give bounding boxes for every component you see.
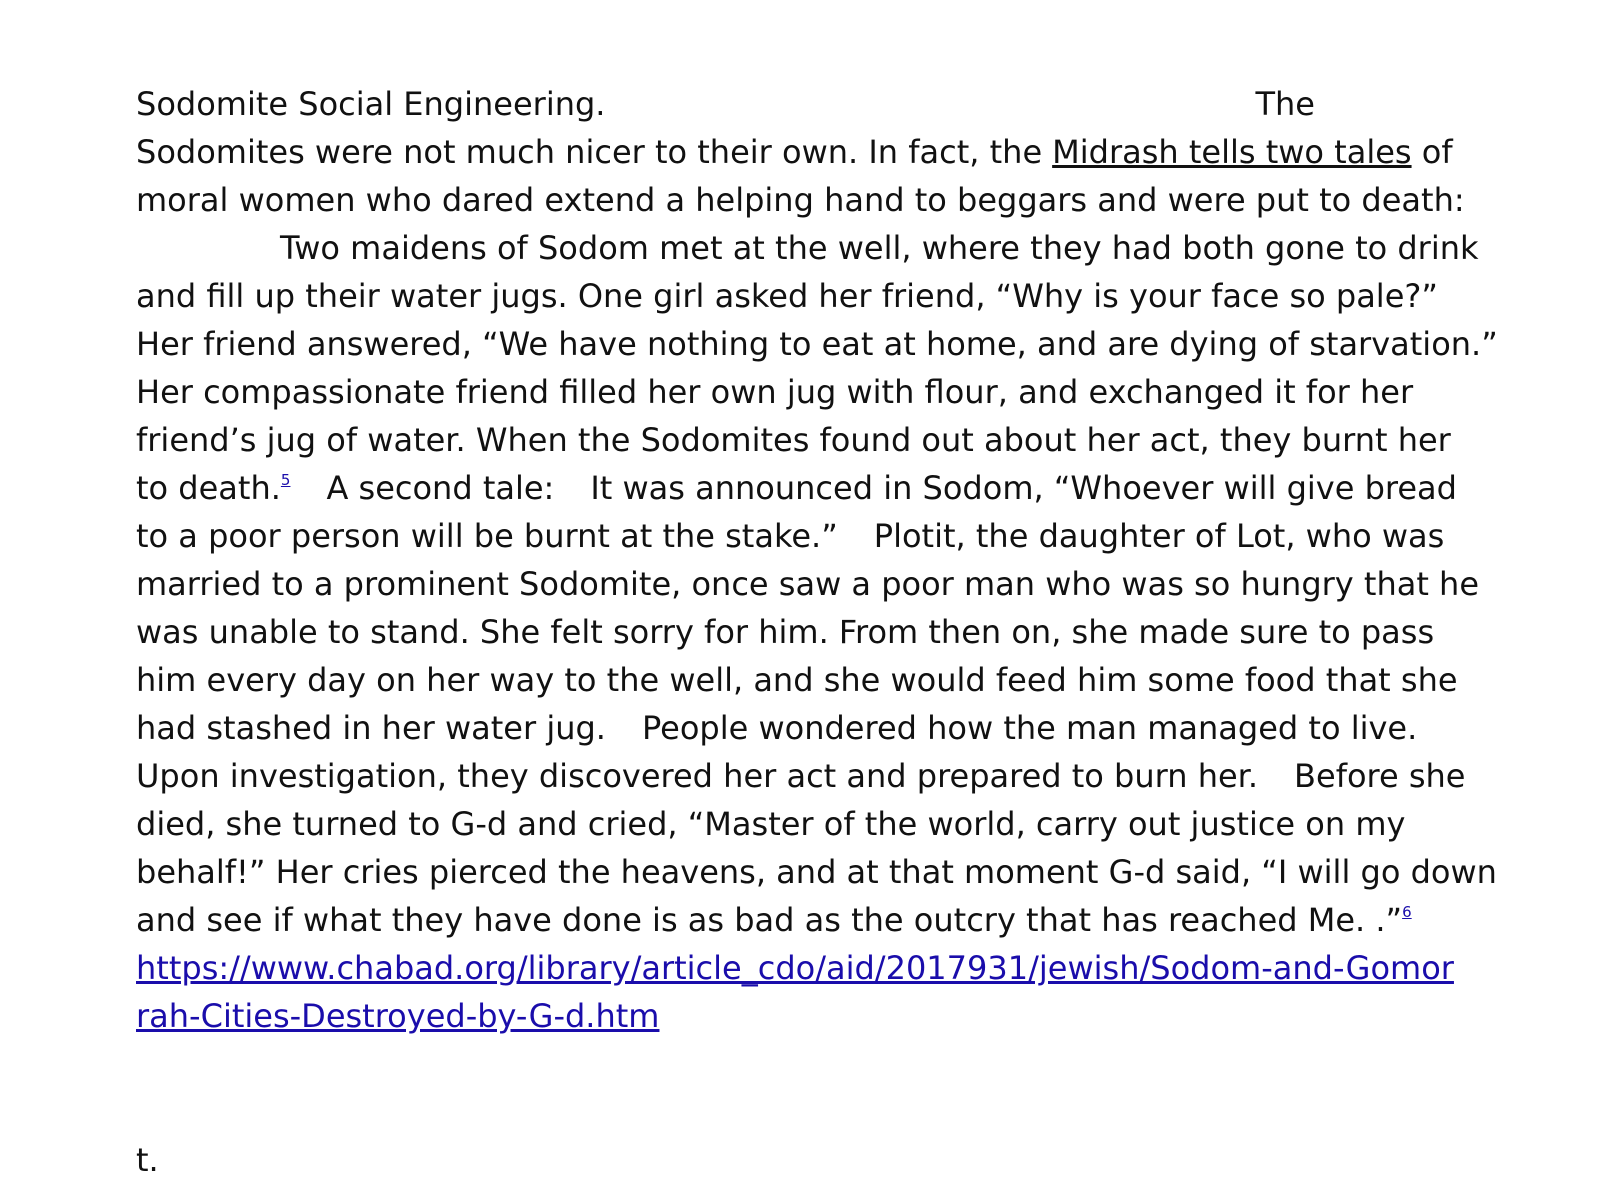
body-text: Two maidens of Sodom met at the well, where they had both gone to drink xyxy=(280,229,1479,267)
section-heading: Sodomite Social Engineering. xyxy=(136,85,606,123)
trailing-text: t. xyxy=(136,1141,159,1179)
body-text: It was announced in Sodom, “Whoever will give bread xyxy=(590,469,1457,507)
text-line xyxy=(136,896,1536,944)
text-line xyxy=(136,464,1536,512)
heading-tail: The xyxy=(1255,85,1315,123)
document-body xyxy=(136,80,1536,1040)
body-text: and see if what they have done is as bad as the outcry that has reached Me. .” xyxy=(136,901,1403,939)
text-line xyxy=(136,704,1536,752)
body-text: to death. xyxy=(136,469,281,507)
text-line: moral women who dared extend a helping hand to beggars and were put to death: xyxy=(136,181,1465,219)
text-line: and fill up their water jugs. One girl asked her friend, “Why is your face so pale?” xyxy=(136,277,1438,315)
text-line: Her compassionate friend filled her own jug with flour, and exchanged it for her xyxy=(136,373,1414,411)
text-line xyxy=(136,224,1536,272)
text-line: behalf!” Her cries pierced the heavens, and at that moment G-d said, “I will go down xyxy=(136,853,1497,891)
body-text: to a poor person will be burnt at the stake.” xyxy=(136,517,838,555)
text-line: was unable to stand. She felt sorry for him. From then on, she made sure to pass xyxy=(136,613,1435,651)
source-url-link[interactable]: https://www.chabad.org/library/article_cdo/aid/2017931/jewish/Sodom-and-Gomor xyxy=(136,949,1454,987)
text-line: married to a prominent Sodomite, once saw a poor man who was so hungry that he xyxy=(136,565,1480,603)
text-line xyxy=(136,80,1536,128)
text-line: died, she turned to G-d and cried, “Master of the world, carry out justice on my xyxy=(136,805,1406,843)
text-line xyxy=(136,128,1536,176)
midrash-link[interactable]: Midrash tells two tales xyxy=(1052,133,1412,171)
body-text: People wondered how the man managed to live. xyxy=(641,709,1418,747)
footnote-ref-5[interactable]: 5 xyxy=(280,471,291,489)
text-line xyxy=(136,512,1536,560)
body-text: had stashed in her water jug. xyxy=(136,709,606,747)
body-text: Sodomites were not much nicer to their own. In fact, the xyxy=(136,133,1043,171)
body-text: Before she xyxy=(1294,757,1466,795)
text-line xyxy=(136,752,1536,800)
text-line: friend’s jug of water. When the Sodomites found out about her act, they burnt her xyxy=(136,421,1451,459)
source-url-line-2 xyxy=(136,992,1536,1040)
text-line: Her friend answered, “We have nothing to eat at home, and are dying of starvation.” xyxy=(136,325,1498,363)
text-line: him every day on her way to the well, and she would feed him some food that she xyxy=(136,661,1458,699)
body-text: of xyxy=(1421,133,1453,171)
body-text: Plotit, the daughter of Lot, who was xyxy=(873,517,1445,555)
body-text: A second tale: xyxy=(326,469,555,507)
footnote-ref-6[interactable]: 6 xyxy=(1402,903,1412,921)
body-text: Upon investigation, they discovered her act and prepared to burn her. xyxy=(136,757,1259,795)
source-url-link-continued[interactable]: rah-Cities-Destroyed-by-G-d.htm xyxy=(136,997,660,1035)
source-url-line-1 xyxy=(136,944,1536,992)
